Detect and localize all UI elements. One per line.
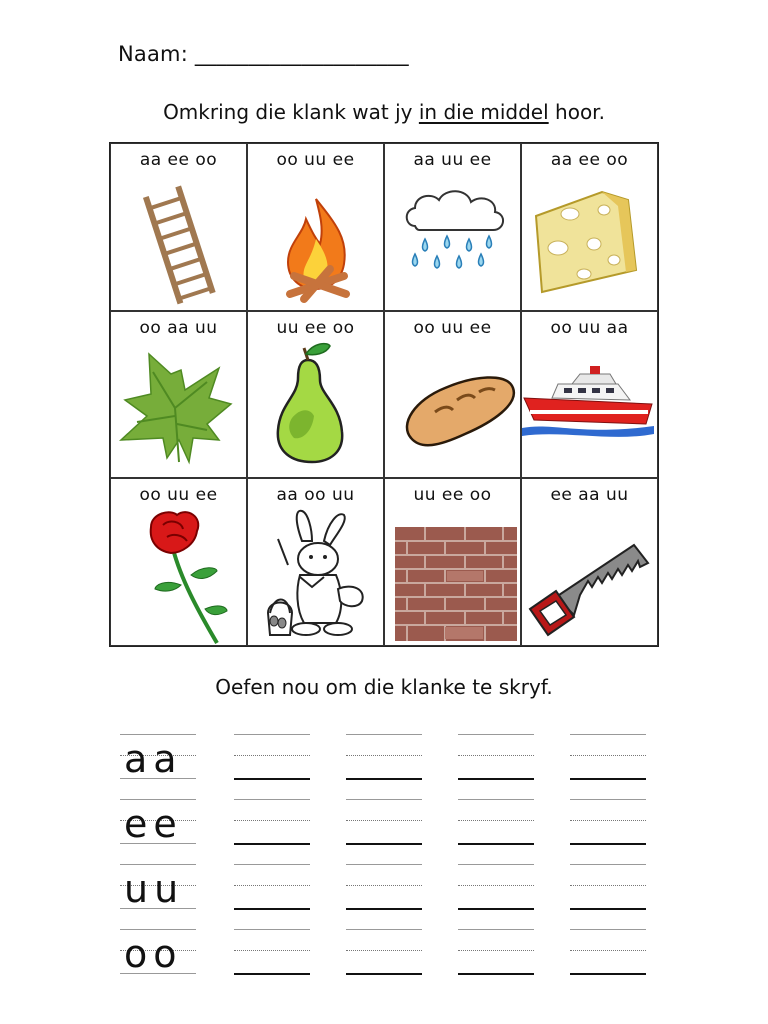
sound-options[interactable]: uu ee oo	[276, 317, 355, 338]
sound-options[interactable]: ee aa uu	[550, 485, 629, 506]
grid-cell-boat[interactable]	[521, 311, 658, 479]
sound-options[interactable]: oo aa uu	[139, 317, 218, 338]
grid-cell-rabbit[interactable]	[247, 478, 384, 646]
name-field-label: Naam: ____________________	[118, 42, 409, 66]
sound-options[interactable]: aa ee oo	[550, 150, 629, 170]
picture-grid	[109, 142, 659, 647]
sound-options[interactable]: aa oo uu	[276, 485, 355, 506]
sound-options[interactable]: oo uu ee	[139, 485, 218, 506]
writing-practice	[120, 728, 650, 988]
example-letters	[120, 923, 196, 983]
writing-space[interactable]	[570, 793, 646, 853]
instruction-underlined: in die middel	[418, 100, 549, 124]
writing-space[interactable]	[458, 793, 534, 853]
instruction-before: Omkring die klank wat jy	[163, 100, 419, 124]
example-letters-text: aa	[124, 737, 183, 781]
pear-icon	[248, 312, 385, 480]
writing-space[interactable]	[346, 728, 422, 788]
cheese-icon	[522, 144, 659, 312]
grid-cell-saw[interactable]	[521, 478, 658, 646]
grid-cell-cheese[interactable]	[521, 143, 658, 311]
writing-space[interactable]	[234, 858, 310, 918]
grid-cell-fire[interactable]	[247, 143, 384, 311]
leaf-icon	[111, 312, 248, 480]
grid-cell-rose[interactable]	[110, 478, 247, 646]
sound-options[interactable]: oo uu ee	[276, 150, 355, 170]
grid-cell-pear[interactable]	[247, 311, 384, 479]
rabbit-icon	[248, 479, 385, 647]
saw-icon	[522, 479, 659, 647]
sound-options[interactable]: aa uu ee	[413, 150, 492, 170]
writing-space[interactable]	[458, 858, 534, 918]
writing-space[interactable]	[458, 923, 534, 983]
grid-cell-rain-cloud[interactable]	[384, 143, 521, 311]
rose-icon	[111, 479, 248, 647]
writing-space[interactable]	[346, 923, 422, 983]
example-letters	[120, 858, 196, 918]
practice-title: Oefen nou om die klanke te skryf.	[215, 675, 553, 699]
fire-icon	[248, 144, 385, 312]
ladder-icon	[111, 144, 248, 312]
instruction-after: hoor.	[548, 100, 605, 124]
grid-cell-ladder[interactable]	[110, 143, 247, 311]
sound-options[interactable]: oo uu ee	[413, 317, 492, 338]
sound-options[interactable]: aa ee oo	[139, 150, 218, 170]
practice-row	[120, 923, 650, 988]
grid-cell-brick-wall[interactable]	[384, 478, 521, 646]
example-letters	[120, 728, 196, 788]
example-letters-text: uu	[124, 867, 185, 911]
writing-space[interactable]	[570, 728, 646, 788]
example-letters-text: ee	[124, 802, 183, 846]
bread-icon	[385, 312, 522, 480]
writing-space[interactable]	[346, 793, 422, 853]
brick-wall-icon	[385, 479, 522, 647]
sound-options[interactable]: oo uu aa	[550, 317, 629, 338]
practice-row	[120, 858, 650, 923]
example-letters-text: oo	[124, 932, 183, 976]
writing-space[interactable]	[346, 858, 422, 918]
instruction-text	[0, 100, 768, 124]
writing-space[interactable]	[234, 793, 310, 853]
practice-row	[120, 728, 650, 793]
practice-row	[120, 793, 650, 858]
writing-space[interactable]	[570, 923, 646, 983]
sound-options[interactable]: uu ee oo	[413, 485, 492, 506]
writing-space[interactable]	[234, 728, 310, 788]
grid-cell-bread[interactable]	[384, 311, 521, 479]
rain-cloud-icon	[385, 144, 522, 312]
boat-icon	[522, 312, 659, 480]
writing-space[interactable]	[458, 728, 534, 788]
writing-space[interactable]	[570, 858, 646, 918]
writing-space[interactable]	[234, 923, 310, 983]
example-letters	[120, 793, 196, 853]
grid-cell-leaf[interactable]	[110, 311, 247, 479]
